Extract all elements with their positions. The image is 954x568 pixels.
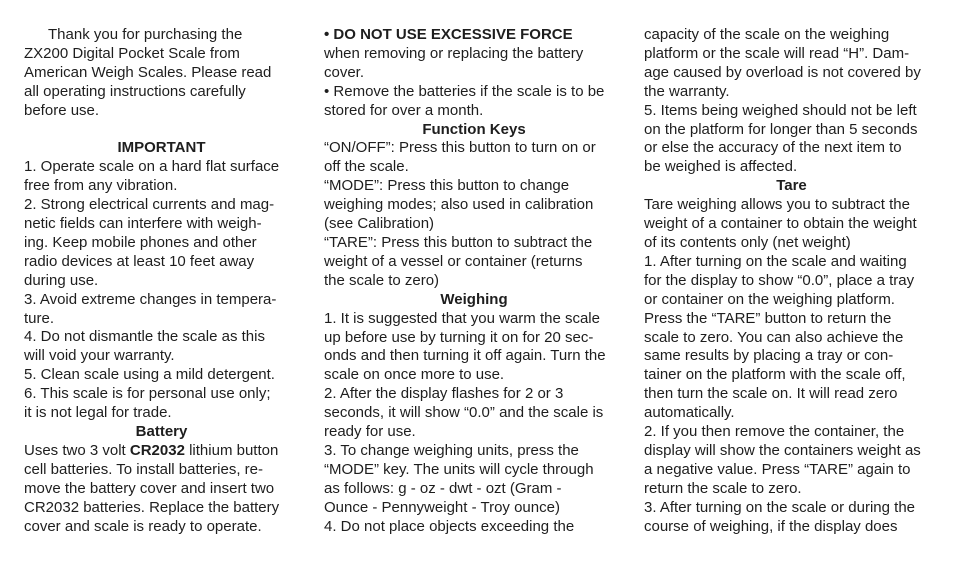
weighing-heading: Weighing — [440, 290, 508, 308]
text-line: “ON/OFF”: Press this button to turn on or — [324, 139, 596, 157]
text-line: weighing modes; also used in calibration — [324, 196, 594, 214]
text-line: for the display to show “0.0”, place a tray — [644, 271, 915, 289]
text-line: be weighed is affected. — [644, 158, 798, 176]
text-line: then turn the scale on. It will read zero — [644, 385, 898, 403]
text-line: 3. After turning on the scale or during the — [644, 498, 916, 516]
text-line: 6. This scale is for personal use only; — [24, 385, 271, 403]
text-line: same results by placing a tray or con- — [644, 347, 894, 365]
text-line: Ounce - Pennyweight - Troy ounce) — [324, 498, 560, 516]
text-line: cover. — [324, 63, 365, 81]
text-line: ZX200 Digital Pocket Scale from — [24, 44, 240, 62]
text-line: cover and scale is ready to operate. — [24, 517, 262, 535]
battery-heading: Battery — [135, 423, 188, 441]
text-line: Thank you for purchasing the — [48, 26, 243, 43]
text-line: on the platform for longer than 5 seconds — [644, 120, 918, 138]
text-line: the warranty. — [644, 82, 730, 100]
text-line: 5. Clean scale using a mild detergent. — [24, 366, 275, 384]
text-line: platform or the scale will read “H”. Dam- — [644, 44, 910, 62]
text-line: netic fields can interfere with weigh- — [24, 215, 262, 233]
text-line: 1. After turning on the scale and waiting — [644, 252, 907, 270]
text-line: weight of a vessel or container (returns — [324, 252, 583, 270]
important-list — [24, 158, 299, 423]
text-line: 2. If you then remove the container, the — [644, 423, 905, 441]
text-line: 4. Do not dismantle the scale as this — [24, 328, 265, 346]
text-line: 5. Items being weighed should not be left — [644, 101, 917, 119]
text-line: ture. — [24, 309, 55, 327]
text-line: or container on the weighing platform. — [644, 290, 895, 308]
text-line: capacity of the scale on the weighing — [644, 26, 890, 43]
continued-paragraph — [644, 26, 939, 177]
text-line: when removing or replacing the battery — [324, 44, 584, 62]
function-keys-paragraph — [324, 139, 624, 290]
text-line: will void your warranty. — [24, 347, 175, 365]
battery-paragraph — [24, 461, 299, 537]
text-line: stored for over a month. — [324, 101, 484, 119]
text-line: of its contents only (net weight) — [644, 233, 851, 251]
text-line: scale to zero. You can also achieve the — [644, 328, 904, 346]
text-line: American Weigh Scales. Please read — [24, 63, 272, 81]
text-line: 2. Strong electrical currents and mag- — [24, 196, 275, 214]
text-line: CR2032 batteries. Replace the battery — [24, 498, 280, 516]
text-line: 2. After the display flashes for 2 or 3 — [324, 385, 564, 403]
text-line: ready for use. — [324, 423, 416, 441]
column-2 — [324, 26, 624, 536]
text-line: course of weighing, if the display does — [644, 517, 898, 535]
text-line: 1. Operate scale on a hard flat surface — [24, 158, 280, 176]
text-line: off the scale. — [324, 158, 409, 176]
text-line: 3. Avoid extreme changes in tempera- — [24, 290, 277, 308]
text-line: up before use by turning it on for 20 sec- — [324, 328, 594, 346]
text-line: return the scale to zero. — [644, 479, 802, 497]
text-line: move the battery cover and insert two — [24, 479, 275, 497]
tare-heading: Tare — [776, 177, 807, 195]
function-keys-heading: Function Keys — [422, 120, 526, 138]
force-paragraph — [324, 45, 624, 121]
text-line: 4. Do not place objects exceeding the — [324, 517, 575, 535]
text-line: Tare weighing allows you to subtract the — [644, 196, 910, 214]
force-warning-bold: • DO NOT USE EXCESSIVE FORCE — [324, 26, 573, 43]
text-line: it is not legal for trade. — [24, 404, 172, 422]
text-line: before use. — [24, 101, 100, 119]
text-line: all operating instructions carefully — [24, 82, 246, 100]
text-line: “MODE” key. The units will cycle through — [324, 460, 594, 478]
paragraph-gap — [24, 121, 299, 140]
text-line: cell batteries. To install batteries, re- — [24, 460, 263, 478]
text-line: seconds, it will show “0.0” and the scale is — [324, 404, 604, 422]
text-line: display will show the containers weight as — [644, 441, 921, 459]
text-line: scale on once more to use. — [324, 366, 505, 384]
text-line: as follows: g - oz - dwt - ozt (Gram - — [324, 479, 562, 497]
force-warning — [324, 26, 624, 45]
battery-text-start: Uses two 3 volt — [24, 441, 130, 459]
text-line: age caused by overload is not covered by — [644, 63, 921, 81]
text-line: • Remove the batteries if the scale is to be — [324, 82, 605, 100]
battery-first-line — [24, 442, 299, 461]
text-line: 3. To change weighing units, press the — [324, 441, 579, 459]
column-1 — [24, 26, 299, 536]
text-line: or else the accuracy of the next item to — [644, 139, 902, 157]
text-line: “MODE”: Press this button to change — [324, 177, 570, 195]
text-line: weight of a container to obtain the weight — [644, 215, 917, 233]
text-line: ing. Keep mobile phones and other — [24, 233, 257, 251]
text-line: (see Calibration) — [324, 215, 435, 233]
text-line: tainer on the platform with the scale off, — [644, 366, 906, 384]
tare-paragraph — [644, 196, 939, 536]
text-line: free from any vibration. — [24, 177, 178, 195]
important-heading: IMPORTANT — [117, 139, 206, 157]
text-line: a negative value. Press “TARE” again to — [644, 460, 911, 478]
battery-model-bold: CR2032 — [129, 441, 185, 459]
column-3 — [644, 26, 939, 536]
text-line: automatically. — [644, 404, 735, 422]
text-line: 1. It is suggested that you warm the scale — [324, 309, 600, 327]
text-line: radio devices at least 10 feet away — [24, 252, 255, 270]
intro-paragraph — [24, 26, 299, 121]
text-line: Press the “TARE” button to return the — [644, 309, 892, 327]
text-line: onds and then turning it off again. Turn the — [324, 347, 606, 365]
text-line: during use. — [24, 271, 99, 289]
weighing-paragraph — [324, 310, 624, 537]
battery-text-end: lithium button — [184, 441, 279, 459]
text-line: “TARE”: Press this button to subtract the — [324, 233, 593, 251]
text-line: the scale to zero) — [324, 271, 440, 289]
